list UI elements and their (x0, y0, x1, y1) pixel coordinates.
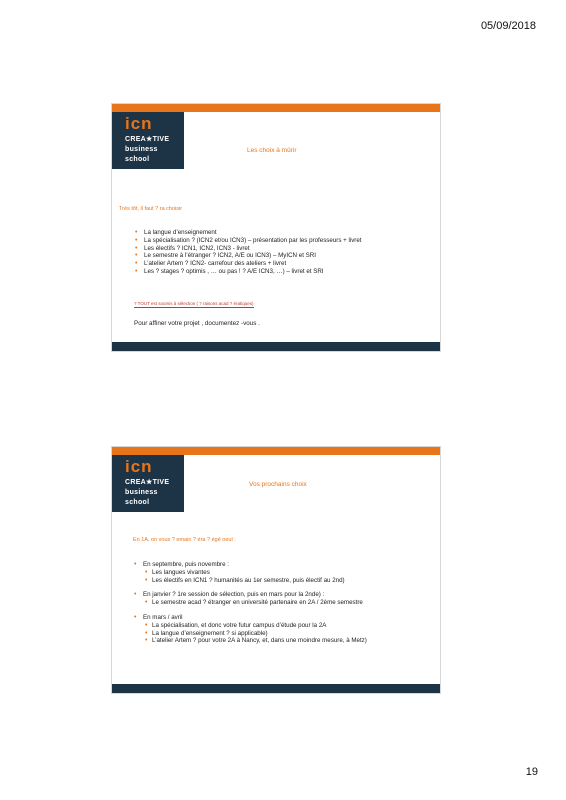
bullet-icon: • (135, 236, 138, 244)
list-item: • En janvier ? 1re session de sélection, puis en mars pour la 2nde) : (134, 591, 325, 599)
bullet-icon: • (135, 260, 138, 268)
bullet-list (134, 561, 367, 645)
bullet-icon: • (145, 599, 148, 607)
list-item: • Les ? stages ? optimis , … ou pas ! ? A/E ICN3, …) – livret et SRI (135, 267, 324, 275)
icn-logo (112, 455, 184, 512)
list-subitem: • La spécialisation, et donc votre futur campus d’étude pour la 2A (145, 621, 327, 629)
logo-line-2: business (125, 146, 158, 153)
logo-brand: icn (125, 114, 153, 133)
bullet-icon: • (145, 637, 148, 645)
bullet-icon: • (135, 244, 138, 252)
list-item: • La langue d’enseignement (135, 229, 217, 236)
selection-note: ? TOUT est soumis à sélection ( ? raisons acad ? ératiques) (134, 301, 254, 306)
slide-title: Vos prochains choix (249, 481, 307, 488)
bullet-icon: • (145, 629, 148, 637)
bullet-icon: • (135, 229, 138, 236)
slide-title: Les choix à mûrir (247, 147, 297, 154)
list-subitem: • Le semestre acad ? étranger en université partenaire en 2A / 2ème semestre (145, 599, 363, 607)
bullet-icon: • (134, 561, 137, 568)
bullet-icon: • (135, 267, 138, 275)
page-date: 05/09/2018 (480, 20, 536, 32)
slide-top-bar (112, 104, 440, 112)
logo-brand: icn (125, 457, 153, 476)
bullet-icon: • (135, 252, 138, 260)
logo-line-2: business (125, 489, 158, 496)
list-item: • Le semestre à l’étranger ? ICN2, A/E ou ICN3) – MyICN et SRI (135, 252, 316, 260)
list-item: • Les électifs ? ICN1, ICN2, ICN3 - livret (135, 244, 250, 252)
icn-logo (112, 112, 184, 169)
slide-subhead: Très tôt, il faut ? ra choisir (119, 206, 183, 212)
slide-top-bar (112, 447, 440, 455)
list-subitem: • Les électifs en ICN1 ? humanités au 1er semestre, puis électif au 2nd) (145, 576, 345, 584)
bullet-icon: • (134, 591, 137, 599)
closing-text: Pour affiner votre projet , documentez -vous . (134, 320, 260, 327)
logo-line-3: school (125, 156, 150, 163)
list-subitem: • L’atelier Artem ? pour votre 2A à Nancy, et, dans une moindre mesure, à Metz) (145, 637, 367, 645)
bullet-icon: • (145, 576, 148, 584)
bullet-icon: • (145, 568, 148, 576)
logo-line-3: school (125, 499, 150, 506)
list-item: • L’atelier Artem ? ICN2- carrefour des ateliers + livret (135, 260, 287, 268)
logo-line-1: CREA★TIVE (125, 136, 170, 143)
slide-2 (112, 447, 440, 693)
bullet-icon: • (145, 621, 148, 629)
slide-subhead: En 1A, on vous ? emain ? éra ? égé oeul : (133, 537, 236, 543)
list-subitem: • La langue d’enseignement ? si applicable) (145, 629, 268, 637)
logo-line-1: CREA★TIVE (125, 479, 170, 486)
list-item: • La spécialisation ? (ICN2 et/ou ICN3) – présentation par les professeurs + livret (135, 236, 362, 244)
page-number: 19 (525, 766, 538, 778)
slide-1 (112, 104, 440, 351)
list-item: • En mars / avril (134, 613, 183, 621)
bullet-icon: • (134, 613, 137, 621)
list-subitem: • Les langues vivantes (145, 568, 210, 576)
list-item: • En septembre, puis novembre : (134, 561, 229, 568)
bullet-list (135, 229, 362, 276)
slide-bottom-bar (112, 342, 440, 351)
slide-bottom-bar (112, 684, 440, 693)
